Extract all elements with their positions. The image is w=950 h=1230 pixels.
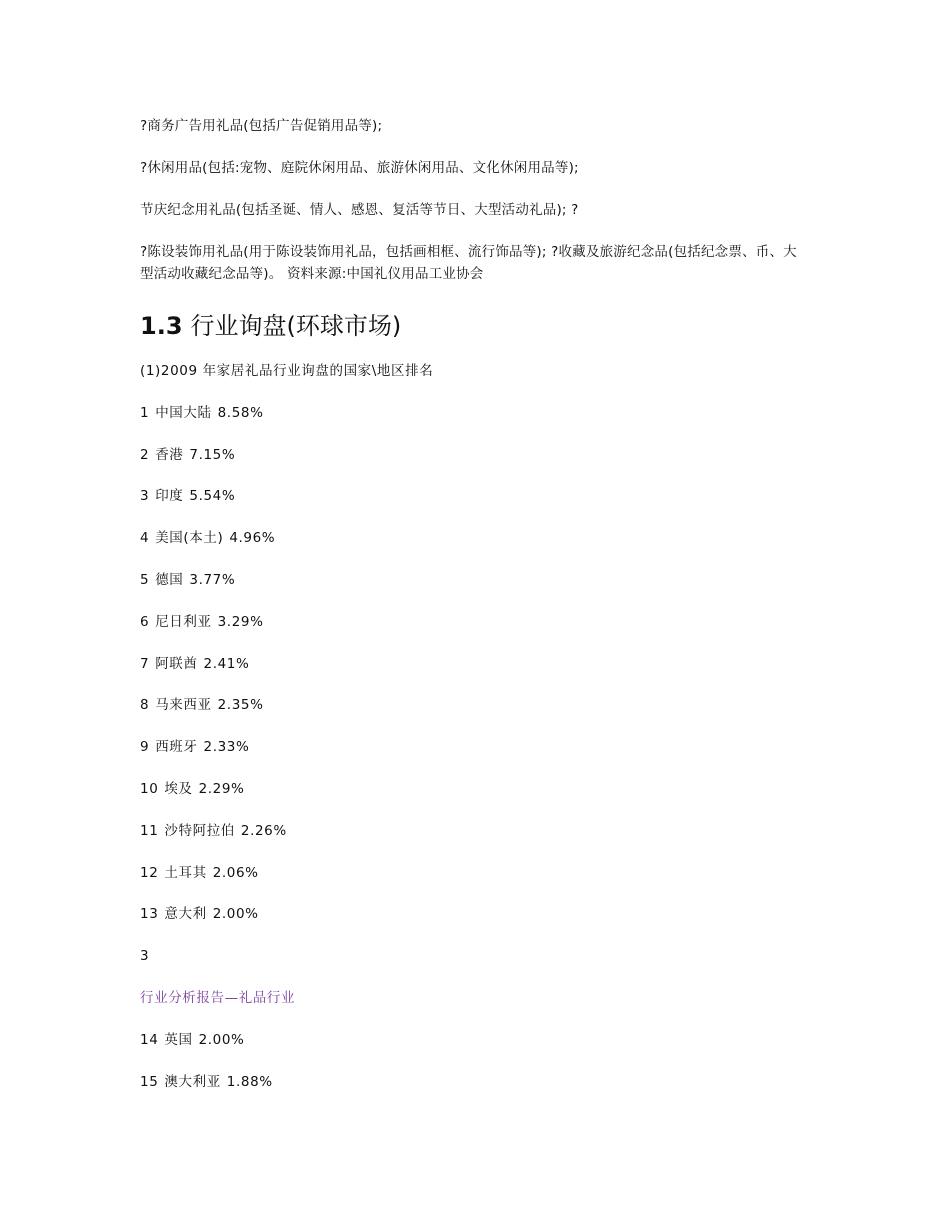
ranking-rank: 11: [140, 822, 159, 839]
ranking-rank: 2: [140, 446, 150, 463]
ranking-name: 英国: [164, 1031, 193, 1048]
ranking-item: [140, 904, 810, 924]
ranking-rank: 7: [140, 655, 150, 672]
ranking-item: [140, 1030, 810, 1050]
running-header: 行业分析报告—礼品行业: [140, 989, 296, 1006]
ranking-name: 沙特阿拉伯: [164, 822, 235, 839]
ranking-item: [140, 445, 810, 465]
ranking-pct: 2.06%: [212, 864, 259, 881]
ranking-item: [140, 737, 810, 757]
ranking-rank: 6: [140, 613, 150, 630]
ranking-item: [140, 695, 810, 715]
ranking-name: 尼日利亚: [155, 613, 212, 630]
ranking-item: [140, 486, 810, 506]
ranking-pct: 2.29%: [198, 780, 245, 797]
ranking-name: 美国(本土): [155, 530, 224, 547]
ranking-name: 埃及: [164, 780, 193, 797]
ranking-pct: 8.58%: [217, 404, 264, 421]
ranking-pct: 2.00%: [212, 906, 259, 923]
ranking-name: 澳大利亚: [164, 1073, 221, 1090]
ranking-name: 意大利: [164, 906, 207, 923]
ranking-item: [140, 863, 810, 883]
page-number: 3: [140, 948, 150, 965]
paragraph-leisure-goods: ?休闲用品(包括:宠物、庭院休闲用品、旅游休闲用品、文化休闲用品等);: [140, 160, 579, 176]
ranking-rank: 5: [140, 571, 150, 588]
ranking-rank: 1: [140, 404, 150, 421]
document-page: [140, 115, 810, 1113]
ranking-item: [140, 570, 810, 590]
section-number: 1.3: [140, 312, 183, 340]
ranking-name: 马来西亚: [155, 697, 212, 714]
ranking-name: 香港: [155, 446, 184, 463]
ranking-list-continued: [140, 1030, 810, 1092]
ranking-rank: 10: [140, 780, 159, 797]
ranking-pct: 3.77%: [189, 571, 236, 588]
ranking-pct: 2.00%: [198, 1031, 245, 1048]
ranking-name: 印度: [155, 488, 184, 505]
ranking-pct: 2.41%: [203, 655, 250, 672]
ranking-rank: 3: [140, 488, 150, 505]
ranking-pct: 4.96%: [229, 530, 276, 547]
ranking-rank: 9: [140, 739, 150, 756]
ranking-rank: 8: [140, 697, 150, 714]
ranking-pct: 3.29%: [217, 613, 264, 630]
ranking-name: 阿联酋: [155, 655, 198, 672]
ranking-item: [140, 612, 810, 632]
section-title: 行业询盘(环球市场): [190, 312, 402, 340]
ranking-item: [140, 528, 810, 548]
ranking-rank: 13: [140, 906, 159, 923]
ranking-pct: 1.88%: [226, 1073, 273, 1090]
ranking-rank: 4: [140, 530, 150, 547]
ranking-rank: 12: [140, 864, 159, 881]
ranking-name: 德国: [155, 571, 184, 588]
ranking-pct: 2.26%: [240, 822, 287, 839]
ranking-item: [140, 654, 810, 674]
ranking-pct: 2.33%: [203, 739, 250, 756]
ranking-name: 西班牙: [155, 739, 198, 756]
ranking-item: [140, 779, 810, 799]
ranking-rank: 14: [140, 1031, 159, 1048]
paragraph-festival-gifts: 节庆纪念用礼品(包括圣诞、情人、感恩、复活等节日、大型活动礼品); ?: [140, 202, 579, 218]
ranking-item: [140, 1072, 810, 1092]
ranking-item: [140, 821, 810, 841]
paragraph-decoration-gifts: ?陈设装饰用礼品(用于陈设装饰用礼品，包括画相框、流行饰品等); ?收藏及旅游纪念品(包括纪念票、币、大型活动收藏纪念品等)。 资料来源:中国礼仪用品工业协会: [140, 244, 797, 282]
ranking-pct: 2.35%: [217, 697, 264, 714]
ranking-rank: 15: [140, 1073, 159, 1090]
ranking-subtitle: (1)2009 年家居礼品行业询盘的国家\地区排名: [140, 363, 434, 379]
paragraph-business-gifts: ?商务广告用礼品(包括广告促销用品等);: [140, 118, 383, 134]
ranking-name: 土耳其: [164, 864, 207, 881]
ranking-name: 中国大陆: [155, 404, 212, 421]
ranking-pct: 5.54%: [189, 488, 236, 505]
ranking-item: [140, 403, 810, 423]
ranking-pct: 7.15%: [189, 446, 236, 463]
ranking-list: [140, 403, 810, 925]
section-heading: [140, 311, 810, 341]
